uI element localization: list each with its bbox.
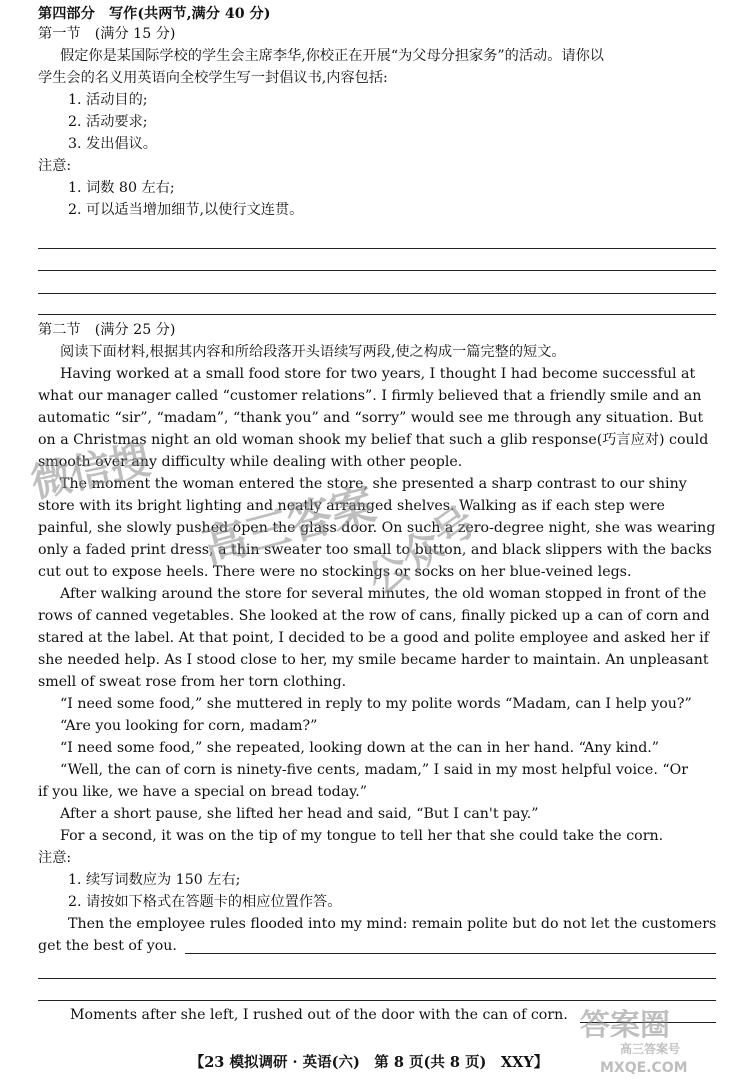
story-line: smell of sweat rose from her torn clothing. xyxy=(38,674,347,690)
paragraph1-opening-line1: Then the employee rules flooded into my mind: remain polite but do not let the customers xyxy=(68,916,717,932)
paragraph1-opening-line2: get the best of you. xyxy=(38,938,177,954)
story-line: “Are you looking for corn, madam?” xyxy=(60,718,318,734)
story-line: For a second, it was on the tip of my tongue to tell her that she could take the corn. xyxy=(60,828,664,844)
answer-line xyxy=(38,248,716,249)
watermark: 答案圈 xyxy=(580,1008,670,1043)
watermark: 公众号 xyxy=(359,498,485,605)
story-line: “I need some food,” she muttered in reply to my polite words “Madam, can I help you?” xyxy=(60,696,692,712)
paragraph2-opening: Moments after she left, I rushed out of the door with the can of corn. xyxy=(70,1007,568,1023)
part-heading: 第四部分 写作(共两节,满分 40 分) xyxy=(38,6,271,22)
story-line: Having worked at a small food store for two years, I thought I had become successful at xyxy=(60,366,696,382)
story-line: rows of canned vegetables. She looked at the row of cans, finally picked up a can of corn and xyxy=(38,608,710,624)
page-footer: 【23 模拟调研 · 英语(六) 第 8 页(共 8 页) XXY】 xyxy=(189,1054,549,1071)
answer-line xyxy=(38,293,716,294)
story-line: The moment the woman entered the store, she presented a sharp contrast to our shiny xyxy=(60,476,687,492)
story-line: automatic “sir”, “madam”, “thank you” and “sorry” would see me through any situation. But xyxy=(38,410,704,426)
section1-note: 1. 词数 80 左右; xyxy=(68,180,175,196)
section1-prompt-line2: 学生会的名义用英语向全校学生写一封倡议书,内容包括: xyxy=(38,70,388,86)
section1-item: 3. 发出倡议。 xyxy=(68,136,157,152)
story-line: painful, she slowly pushed open the glass door. On such a zero-degree night, she was wearing xyxy=(38,520,716,536)
section1-notes-label: 注意: xyxy=(38,158,72,174)
section2-note: 2. 请按如下格式在答题卡的相应位置作答。 xyxy=(68,894,342,910)
answer-line xyxy=(38,978,716,979)
story-line: stared at the label. At that point, I decided to be a good and polite employee and asked her if xyxy=(38,630,709,646)
story-line: After walking around the store for several minutes, the old woman stopped in front of the xyxy=(60,586,707,602)
answer-line xyxy=(38,270,716,271)
story-line: smooth over any difficulty while dealing with other people. xyxy=(38,454,463,470)
story-line: on a Christmas night an old woman shook my belief that such a glib response(巧言应对) could xyxy=(38,432,709,448)
section2-note: 1. 续写词数应为 150 左右; xyxy=(68,872,241,888)
section1-item: 2. 活动要求; xyxy=(68,114,148,130)
section2-instruction: 阅读下面材料,根据其内容和所给段落开头语续写两段,使之构成一篇完整的短文。 xyxy=(60,344,566,360)
answer-line xyxy=(185,953,716,954)
story-line: After a short pause, she lifted her head and said, “But I can't pay.” xyxy=(60,806,539,822)
story-line: only a faded print dress, a thin sweater too small to button, and black slippers with the backs xyxy=(38,542,712,558)
story-line: cut out to expose heels. There were no stockings or socks on her blue-veined legs. xyxy=(38,564,632,580)
watermark: 高三答案号 xyxy=(620,1042,681,1056)
section1-prompt-line1: 假定你是某国际学校的学生会主席李华,你校正在开展“为父母分担家务”的活动。请你以 xyxy=(60,48,604,64)
answer-line xyxy=(38,314,716,315)
section1-note: 2. 可以适当增加细节,以使行文连贯。 xyxy=(68,202,304,218)
story-line: what our manager called “customer relations”. I firmly believed that a friendly smile and an xyxy=(38,388,702,404)
section2-notes-label: 注意: xyxy=(38,850,72,866)
watermark: 微信搜 xyxy=(27,436,155,507)
story-line: store with its bright lighting and neatly arranged shelves. Walking as if each step were xyxy=(38,498,665,514)
story-line: “I need some food,” she repeated, looking down at the can in her hand. “Any kind.” xyxy=(60,740,660,756)
watermark: MXQE.COM xyxy=(600,1060,688,1076)
story-line: if you like, we have a special on bread today.” xyxy=(38,784,368,800)
story-line: “Well, the can of corn is ninety-five cents, madam,” I said in my most helpful voice. “Or xyxy=(60,762,689,778)
section2-heading: 第二节 (满分 25 分) xyxy=(38,322,176,338)
story-line: she needed help. As I stood close to her, my smile became harder to maintain. An unpleasant xyxy=(38,652,709,668)
section1-item: 1. 活动目的; xyxy=(68,92,148,108)
watermark: 高三答案 xyxy=(197,478,381,574)
section1-heading: 第一节 (满分 15 分) xyxy=(38,26,176,42)
